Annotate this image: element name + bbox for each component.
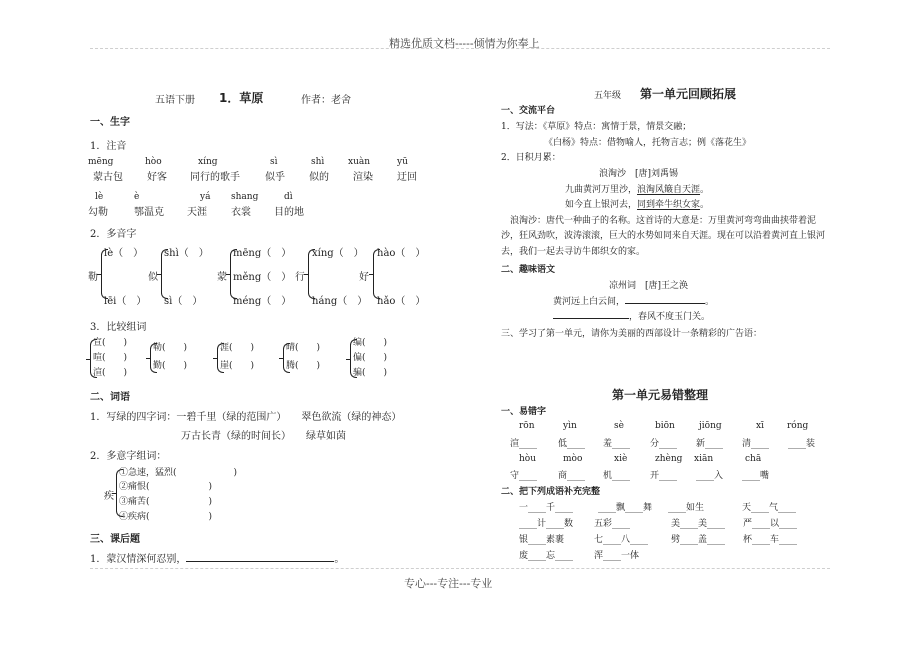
pinyin: zhèng	[655, 454, 683, 464]
body-text: 《白杨》特点：借物喻人，托物言志；例《落花生》	[544, 138, 752, 148]
poem-line: 如今直上银河去，同到牵牛织女家。	[565, 200, 710, 210]
vocab-word: 勾勒	[88, 207, 108, 218]
subsection-heading: 3．比较组词	[90, 322, 147, 333]
polyphone-reading: sì（ ）	[164, 296, 203, 307]
fill-word: 新____	[696, 439, 724, 449]
vocab-word: 迂回	[397, 172, 417, 183]
section-heading: 一、交流平台	[501, 106, 556, 116]
polyphone-reading: mēng（ ）	[233, 248, 292, 259]
polyphone-char: 似	[148, 272, 158, 283]
meaning-item: ④疾病( )	[119, 512, 213, 522]
body-text: 1．写法：《草原》特点：寓情于景，情景交融；	[501, 122, 692, 132]
subsection-heading: 1．注音	[90, 141, 127, 152]
fill-word: 羞____	[603, 439, 631, 449]
vocab-word: 似乎	[265, 172, 285, 183]
answer-blank[interactable]	[186, 549, 334, 562]
polyphone-reading: méng（ ）	[233, 296, 292, 307]
vocab-word: 同行的歌手	[190, 172, 240, 183]
pinyin: yū	[397, 157, 408, 167]
pinyin: xī	[756, 421, 764, 431]
idiom-blank: 浑____一体	[594, 551, 640, 561]
pinyin: chā	[745, 454, 762, 464]
pinyin: lè	[95, 192, 104, 202]
idiom-blank: 杯____车____	[743, 535, 798, 545]
polyphone-reading: měng（ ）	[233, 272, 292, 283]
idiom-blank: ____飘____舞	[598, 503, 653, 513]
poem-line: ，春风不度玉门关。	[553, 309, 710, 322]
pinyin: hòo	[145, 157, 162, 167]
answer-blank[interactable]	[625, 294, 705, 304]
page-header: 精选优质文档-----倾情为你奉上	[389, 37, 540, 50]
fill-word: 分____	[650, 439, 678, 449]
pinyin: xiè	[614, 454, 628, 464]
polyphone-reading: háng（ ）	[312, 296, 368, 307]
pinyin: mòo	[563, 454, 583, 464]
fill-word: ____入	[696, 471, 724, 481]
section-heading: 一、易错字	[501, 407, 547, 417]
polyphone-char: 勒	[88, 272, 98, 283]
vocab-word: 目的地	[274, 207, 304, 218]
vocab-word: 鄂温克	[134, 207, 164, 218]
answer-blank[interactable]	[553, 309, 629, 319]
meaning-item: ③痛苦( )	[119, 497, 213, 507]
body-text: 1．写绿的四字词：一碧千里（绿的范围广） 翠色欲流（绿的神态）	[90, 412, 402, 423]
polyphone-char: 蒙	[217, 272, 227, 283]
vocab-word: 渲染	[353, 172, 373, 183]
polyphone-reading: xíng（ ）	[312, 248, 364, 259]
fill-word: ____嘴	[742, 471, 770, 481]
idiom-blank: ____计____数	[519, 519, 574, 529]
section-heading: 二、词语	[90, 392, 130, 403]
question-text: 三、学习了第一单元，请你为美丽的西部设计一条精彩的广告语：	[501, 329, 763, 339]
fill-word: ____装	[788, 439, 816, 449]
pinyin: è	[134, 192, 140, 202]
idiom-blank: 天____气____	[742, 503, 797, 513]
poem-title: 浪淘沙 [唐]刘禹锡	[599, 169, 679, 179]
polyphone-reading: shì（ ）	[164, 248, 209, 259]
polyphone-reading: hǎo（ ）	[377, 296, 426, 307]
body-text: 浪淘沙：唐代一种曲子的名称。这首诗的大意是：万里黄河弯弯曲曲挟带着泥	[510, 216, 817, 226]
compare-item: 晴( )	[286, 343, 321, 353]
pinyin: dì	[284, 192, 293, 202]
polyphone-reading: hào（ ）	[377, 248, 426, 259]
polyphone-char: 疾	[104, 491, 114, 502]
idiom-blank: 一____千____	[519, 503, 574, 513]
grade-label: 五年级	[594, 91, 622, 101]
polyphone-reading: lēi（ ）	[104, 296, 147, 307]
pinyin: xuàn	[348, 157, 371, 167]
fill-word: 渲____	[510, 439, 538, 449]
idiom-blank: 七____八____	[594, 535, 649, 545]
pinyin: rōn	[519, 421, 535, 431]
section-heading: 二、趣味语文	[501, 265, 556, 275]
compare-item: 骗( )	[353, 368, 388, 378]
pinyin: sì	[270, 157, 278, 167]
compare-item: 涯( )	[220, 343, 255, 353]
compare-item: 宣( )	[93, 338, 128, 348]
pinyin: jiōng	[699, 421, 722, 431]
footer-divider	[90, 568, 830, 569]
pinyin: sè	[614, 421, 624, 431]
author-label: 作者：老舍	[301, 95, 351, 106]
polyphone-char: 好	[359, 272, 369, 283]
page-footer: 专心---专注---专业	[404, 577, 493, 590]
vocab-word: 似的	[309, 172, 329, 183]
meaning-item: ②痛恨( )	[119, 482, 213, 492]
pinyin: shang	[231, 192, 259, 202]
poem-title: 凉州词 [唐]王之涣	[609, 281, 689, 291]
pinyin: yìn	[563, 421, 577, 431]
compare-item: 喧( )	[93, 353, 128, 363]
compare-item: 编( )	[353, 338, 388, 348]
meaning-item: ①急速，猛烈( )	[119, 468, 238, 478]
pinyin: mēng	[88, 157, 114, 167]
compare-item: 渲( )	[93, 368, 128, 378]
polyphone-char: 行	[295, 272, 305, 283]
idiom-blank: ____如生	[668, 503, 705, 513]
idiom-blank: 废____忘____	[519, 551, 574, 561]
fill-word: 机____	[603, 471, 631, 481]
idiom-blank: 五彩____	[594, 519, 631, 529]
vocab-word: 好客	[147, 172, 167, 183]
section-heading: 二、把下列成语补充完整	[501, 487, 601, 497]
lesson-title: 1．草原	[219, 91, 264, 105]
unit-title: 第一单元易错整理	[612, 388, 709, 402]
vocab-word: 天涯	[187, 207, 207, 218]
compare-item: 崖( )	[220, 361, 255, 371]
unit-title: 第一单元回顾拓展	[640, 87, 737, 101]
question-text: 1．蒙汉情深何忍别， 。	[90, 549, 344, 565]
fill-word: 开____	[650, 471, 678, 481]
body-text: 沙，狂风劲吹，波涛滚滚，巨大的水势如同来自天涯。现在可以沿着黄河直上银河	[501, 231, 826, 241]
polyphone-reading: lè（ ）	[104, 248, 144, 259]
poem-line: 九曲黄河万里沙，浪淘风簸自天涯。	[565, 185, 710, 195]
subsection-heading: 2．多意字组词：	[90, 451, 167, 462]
subsection-heading: 2．多音字	[90, 229, 137, 240]
course-label: 五语下册	[155, 95, 195, 106]
pinyin: shì	[311, 157, 325, 167]
poem-line: 黄河远上白云间， 。	[553, 294, 714, 307]
fill-word: 低____	[558, 439, 586, 449]
body-text: 2．日积月累：	[501, 153, 561, 163]
vocab-word: 衣裳	[231, 207, 251, 218]
idiom-blank: 美____美____	[671, 519, 726, 529]
pinyin: hòu	[519, 454, 537, 464]
idiom-blank: 劈____盖____	[671, 535, 726, 545]
compare-item: 偏( )	[353, 353, 388, 363]
pinyin: xíng	[198, 157, 218, 167]
idiom-blank: 银____素裹	[519, 535, 565, 545]
section-heading: 三、课后题	[90, 534, 140, 545]
header-divider	[90, 48, 830, 49]
pinyin: yá	[200, 192, 211, 202]
fill-word: 商____	[558, 471, 586, 481]
pinyin: róng	[787, 421, 809, 431]
compare-item: 腾( )	[286, 361, 321, 371]
compare-item: 勒( )	[153, 343, 188, 353]
section-heading: 一、生字	[90, 117, 130, 128]
vocab-word: 蒙古包	[93, 172, 123, 183]
body-text: 万古长青（绿的时间长） 绿草如茵	[181, 431, 346, 442]
pinyin: biōn	[655, 421, 675, 431]
body-text: 去，我们一起去寻访牛郎织女的家。	[501, 247, 646, 257]
pinyin: xiān	[694, 454, 714, 464]
idiom-blank: 严____以____	[743, 519, 798, 529]
fill-word: 清____	[742, 439, 770, 449]
fill-word: 守____	[510, 471, 538, 481]
compare-item: 勤( )	[153, 361, 188, 371]
